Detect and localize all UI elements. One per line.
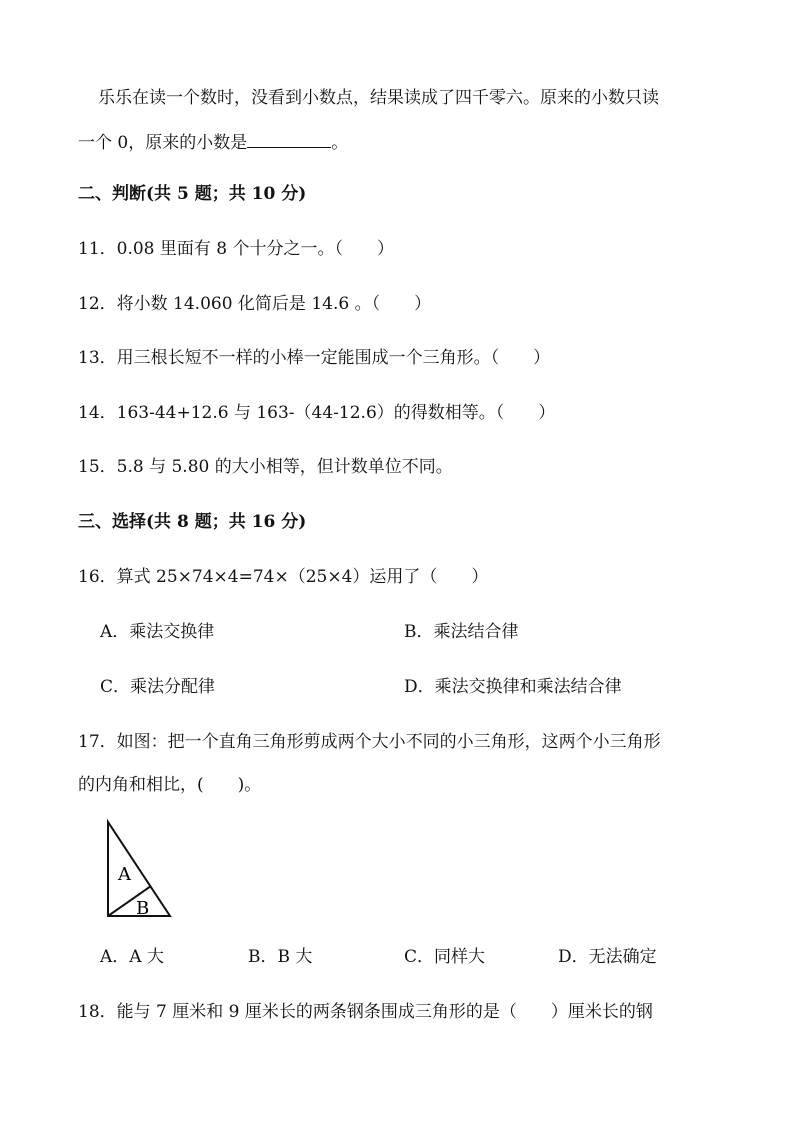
question-17-line-1: 17．如图：把一个直角三角形剪成两个大小不同的小三角形，这两个小三角形 (78, 732, 661, 752)
question-14: 14．163-44+12.6 与 163-（44-12.6）的得数相等。（ ） (78, 403, 556, 423)
question-17-line-2: 的内角和相比，( )。 (78, 775, 262, 795)
q17-option-d[interactable]: D．无法确定 (558, 947, 657, 967)
figure-label-b: B (136, 898, 150, 919)
q16-option-b[interactable]: B．乘法结合律 (404, 622, 519, 642)
section-2-title: 二、判断(共 5 题；共 10 分) (78, 184, 307, 204)
intro-line-2-end: 。 (331, 133, 349, 153)
question-15: 15．5.8 与 5.80 的大小相等，但计数单位不同。 (78, 457, 453, 477)
question-16: 16．算式 25×74×4=74×（25×4）运用了（ ） (78, 567, 489, 587)
q17-option-b[interactable]: B．B 大 (248, 947, 313, 967)
question-18-line-1: 18．能与 7 厘米和 9 厘米长的两条钢条围成三角形的是（ ）厘米长的钢 (78, 1002, 653, 1022)
question-11: 11．0.08 里面有 8 个十分之一。（ ） (78, 239, 395, 259)
q17-option-c[interactable]: C．同样大 (404, 947, 486, 967)
q16-option-a[interactable]: A．乘法交换律 (100, 622, 215, 642)
q16-option-d[interactable]: D．乘法交换律和乘法结合律 (404, 677, 622, 697)
question-13: 13．用三根长短不一样的小棒一定能围成一个三角形。（ ） (78, 348, 551, 368)
q17-option-a[interactable]: A．A 大 (100, 947, 164, 967)
section-3-title: 三、选择(共 8 题；共 16 分) (78, 512, 307, 532)
answer-blank[interactable] (247, 131, 331, 148)
right-triangle-figure (100, 818, 174, 920)
q16-option-c[interactable]: C．乘法分配律 (100, 677, 216, 697)
intro-line-2-text: 一个 0，原来的小数是 (78, 133, 248, 153)
intro-line-1: 乐乐在读一个数时，没看到小数点，结果读成了四千零六。原来的小数只读 (98, 88, 659, 108)
figure-label-a: A (118, 864, 131, 885)
question-12: 12．将小数 14.060 化简后是 14.6 。（ ） (78, 294, 432, 314)
intro-line-2 (78, 131, 348, 154)
